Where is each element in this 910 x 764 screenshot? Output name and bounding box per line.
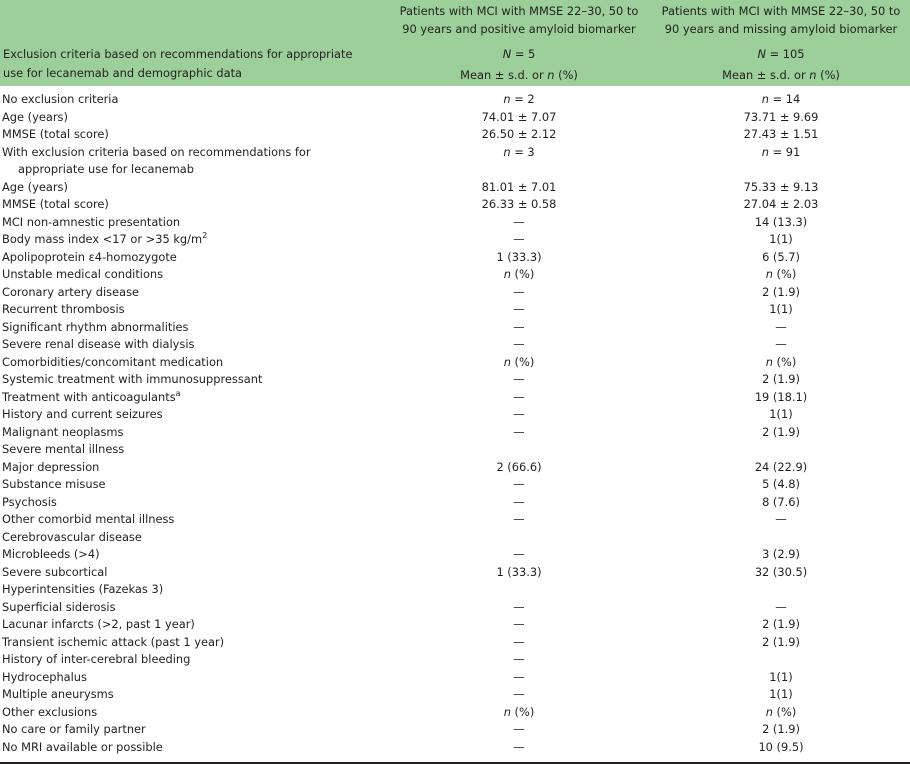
value-missing-amyloid: 1(1)	[769, 232, 793, 246]
table-row	[0, 721, 910, 739]
row-label: Lacunar infarcts (>2, past 1 year)	[2, 617, 195, 631]
value-missing-amyloid: n (%)	[765, 704, 797, 719]
table-body	[0, 86, 910, 756]
value-missing-amyloid: 73.71 ± 9.69	[743, 109, 819, 124]
value-missing-amyloid: n (%)	[765, 267, 797, 281]
value-positive-amyloid: —	[513, 389, 525, 404]
row-label: Apolipoprotein ε4-homozygote	[2, 249, 177, 264]
n-value: = 5	[511, 47, 536, 61]
value-missing-amyloid: 6 (5.7)	[762, 249, 800, 264]
value-positive-amyloid: —	[513, 722, 525, 736]
row-label: History of inter-cerebral bleeding	[2, 652, 191, 666]
value-missing-amyloid: 8 (7.6)	[762, 494, 800, 509]
value-missing-amyloid: 32 (30.5)	[754, 564, 808, 579]
row-label: Microbleeds (>4)	[2, 547, 100, 561]
value-positive-amyloid: —	[513, 687, 525, 701]
value-missing-amyloid: 2 (1.9)	[762, 372, 800, 386]
stat-n: n	[547, 68, 555, 82]
value-missing-amyloid: —	[775, 319, 787, 334]
row-label: Psychosis	[2, 494, 57, 509]
header-positive-line1: Patients with MCI with MMSE 22–30, 50 to	[399, 4, 639, 18]
value-positive-amyloid: 26.33 ± 0.58	[481, 197, 557, 211]
value-positive-amyloid: —	[513, 494, 525, 509]
value-missing-amyloid: —	[775, 337, 787, 351]
value-missing-amyloid: —	[775, 512, 787, 526]
table-row	[0, 581, 910, 599]
value-positive-amyloid: 2 (66.6)	[496, 459, 542, 474]
table-row	[0, 214, 910, 232]
table-row	[0, 476, 910, 494]
table-row	[0, 336, 910, 354]
value-missing-amyloid: 24 (22.9)	[754, 459, 808, 474]
table-row	[0, 459, 910, 477]
value-missing-amyloid: n (%)	[765, 354, 797, 369]
table-row	[0, 249, 910, 267]
stat-a: Mean ± s.d. or	[460, 68, 548, 82]
header-missing-stat	[656, 63, 906, 86]
value-positive-amyloid: —	[513, 739, 525, 754]
value-positive-amyloid: —	[513, 214, 525, 229]
value-positive-amyloid: n = 3	[503, 144, 535, 159]
table-row	[0, 546, 910, 564]
value-positive-amyloid: n (%)	[503, 704, 535, 719]
row-label: With exclusion criteria based on recommendations for appropriate use for lecanemab	[2, 144, 311, 176]
value-positive-amyloid: —	[513, 302, 525, 316]
table-row	[0, 266, 910, 284]
value-positive-amyloid: —	[513, 319, 525, 334]
header-missing-line1: Patients with MCI with MMSE 22–30, 50 to	[661, 4, 901, 18]
stat-b: (%)	[816, 68, 840, 82]
row-label: MCI non-amnestic presentation	[2, 214, 181, 229]
value-positive-amyloid: —	[513, 372, 525, 386]
header-positive-n	[390, 38, 648, 63]
value-missing-amyloid: —	[775, 599, 787, 614]
value-positive-amyloid: —	[513, 512, 525, 526]
table-row	[0, 196, 910, 214]
value-positive-amyloid: —	[513, 652, 525, 666]
header-criteria	[0, 0, 386, 86]
value-positive-amyloid: —	[513, 599, 525, 614]
table-row	[0, 406, 910, 424]
table-row	[0, 371, 910, 389]
table-row	[0, 389, 910, 407]
value-positive-amyloid: —	[513, 477, 525, 491]
value-positive-amyloid: —	[513, 669, 525, 684]
value-positive-amyloid	[386, 581, 652, 599]
row-label: Transient ischemic attack (past 1 year)	[2, 634, 225, 649]
row-label: Recurrent thrombosis	[2, 302, 125, 316]
bottom-rule	[0, 762, 910, 764]
value-missing-amyloid	[652, 529, 910, 547]
n-label: N	[502, 47, 512, 61]
value-positive-amyloid: —	[513, 232, 525, 246]
value-missing-amyloid: 3 (2.9)	[762, 547, 800, 561]
table-row	[0, 354, 910, 372]
header-missing-amyloid	[652, 0, 910, 86]
row-label: Age (years)	[2, 179, 68, 194]
value-missing-amyloid	[652, 581, 910, 599]
value-positive-amyloid: 1 (33.3)	[496, 564, 542, 579]
row-label: Treatment with anticoagulants$^a$	[2, 388, 181, 404]
table-row	[0, 511, 910, 529]
row-label: MMSE (total score)	[2, 197, 109, 211]
row-label: Hydrocephalus	[2, 669, 87, 684]
value-missing-amyloid: 2 (1.9)	[762, 284, 800, 299]
table-row	[0, 231, 910, 249]
value-positive-amyloid: —	[513, 284, 525, 299]
header-missing-n	[656, 38, 906, 63]
table-row	[0, 424, 910, 442]
value-missing-amyloid: 2 (1.9)	[762, 424, 800, 439]
value-positive-amyloid: —	[513, 547, 525, 561]
table-row	[0, 564, 910, 582]
value-missing-amyloid: 1(1)	[769, 302, 793, 316]
row-label: Unstable medical conditions	[2, 267, 164, 281]
table-row	[0, 686, 910, 704]
n-label: N	[757, 47, 766, 61]
n-value: = 105	[766, 47, 805, 61]
table-row	[0, 126, 910, 144]
value-missing-amyloid: 2 (1.9)	[762, 634, 800, 649]
table-row	[0, 301, 910, 319]
table-row	[0, 109, 910, 127]
row-label: Multiple aneurysms	[2, 687, 114, 701]
value-positive-amyloid: —	[513, 424, 525, 439]
row-label: MMSE (total score)	[2, 127, 109, 141]
value-positive-amyloid: n (%)	[503, 267, 535, 281]
table-row	[0, 599, 910, 617]
header-criteria-line2: use for lecanemab and demographic data	[3, 66, 243, 80]
row-label: Superficial siderosis	[2, 599, 116, 614]
row-label: No MRI available or possible	[2, 739, 163, 754]
table-row	[0, 529, 910, 547]
table-row	[0, 669, 910, 687]
table-row	[0, 494, 910, 512]
header-missing-line2: 90 years and missing amyloid biomarker	[664, 22, 898, 36]
value-missing-amyloid: 2 (1.9)	[762, 722, 800, 736]
row-label: History and current seizures	[2, 407, 163, 421]
row-label: Systemic treatment with immunosuppressant	[2, 372, 263, 386]
value-missing-amyloid: 27.43 ± 1.51	[743, 127, 819, 141]
row-label: Other exclusions	[2, 704, 98, 719]
header-criteria-line1: Exclusion criteria based on recommendations for appropriate	[3, 47, 353, 61]
row-label: Severe subcortical	[2, 564, 108, 579]
row-label: No care or family partner	[2, 722, 146, 736]
value-missing-amyloid: 5 (4.8)	[762, 477, 800, 491]
value-missing-amyloid: n = 91	[761, 144, 801, 159]
value-positive-amyloid: 81.01 ± 7.01	[481, 179, 557, 194]
row-label: Comorbidities/concomitant medication	[2, 354, 224, 369]
stat-a: Mean ± s.d. or	[722, 68, 810, 82]
row-label: Body mass index <17 or >35 $kg/m^2$	[2, 231, 208, 246]
value-positive-amyloid: 1 (33.3)	[496, 249, 542, 264]
value-missing-amyloid: n = 14	[761, 92, 801, 106]
value-positive-amyloid	[386, 529, 652, 547]
table-row	[0, 284, 910, 302]
value-positive-amyloid: —	[513, 617, 525, 631]
table-row	[0, 441, 910, 459]
table-row	[0, 86, 910, 109]
table-row	[0, 144, 910, 179]
row-label: Substance misuse	[2, 477, 106, 491]
table-row	[0, 739, 910, 757]
row-label: Significant rhythm abnormalities	[2, 319, 189, 334]
value-missing-amyloid: 27.04 ± 2.03	[743, 197, 819, 211]
table-row	[0, 616, 910, 634]
stat-n: n	[809, 68, 817, 82]
value-missing-amyloid: 1(1)	[769, 687, 793, 701]
table-row	[0, 651, 910, 669]
table-row	[0, 704, 910, 722]
value-positive-amyloid: 26.50 ± 2.12	[481, 127, 557, 141]
header-positive-stat	[390, 63, 648, 86]
row-label: Malignant neoplasms	[2, 424, 124, 439]
row-label: Severe renal disease with dialysis	[2, 337, 195, 351]
table-header	[0, 0, 910, 86]
row-label: Hyperintensities (Fazekas 3)	[2, 582, 164, 596]
table-row	[0, 179, 910, 197]
header-positive-amyloid	[386, 0, 652, 86]
value-positive-amyloid: —	[513, 407, 525, 421]
stat-b: (%)	[554, 68, 578, 82]
value-positive-amyloid: —	[513, 634, 525, 649]
row-label: Major depression	[2, 459, 100, 474]
value-missing-amyloid	[652, 441, 910, 459]
value-missing-amyloid: 75.33 ± 9.13	[743, 179, 819, 194]
value-positive-amyloid: n = 2	[503, 92, 535, 106]
row-label: Age (years)	[2, 109, 68, 124]
row-label: Other comorbid mental illness	[2, 512, 175, 526]
row-label: Severe mental illness	[2, 442, 125, 456]
value-missing-amyloid: 14 (13.3)	[754, 214, 808, 229]
header-positive-line2: 90 years and positive amyloid biomarker	[402, 22, 636, 36]
value-positive-amyloid: n (%)	[503, 354, 535, 369]
value-missing-amyloid: 19 (18.1)	[754, 389, 808, 404]
row-label: No exclusion criteria	[2, 92, 119, 106]
value-missing-amyloid: 10 (9.5)	[758, 739, 804, 754]
row-label: Cerebrovascular disease	[2, 529, 142, 544]
value-positive-amyloid: 74.01 ± 7.07	[481, 109, 557, 124]
value-missing-amyloid: 1(1)	[769, 669, 793, 684]
table-row	[0, 634, 910, 652]
row-label: Coronary artery disease	[2, 284, 140, 299]
value-missing-amyloid: 1(1)	[769, 407, 793, 421]
value-missing-amyloid	[652, 651, 910, 669]
value-positive-amyloid	[386, 441, 652, 459]
value-missing-amyloid: 2 (1.9)	[762, 617, 800, 631]
value-positive-amyloid: —	[513, 337, 525, 351]
table-row	[0, 319, 910, 337]
